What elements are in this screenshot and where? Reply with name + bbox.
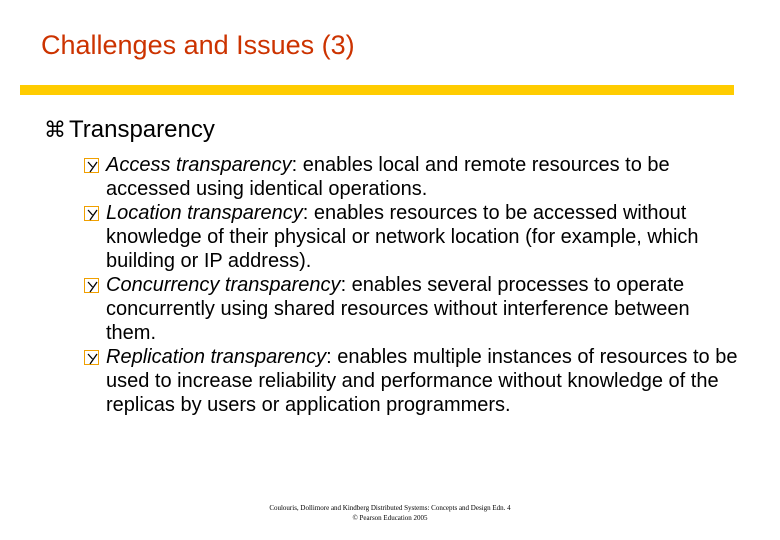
slide-title: Challenges and Issues (3)	[41, 30, 355, 60]
bullet-concurrency-transparency	[84, 273, 744, 345]
bullet-list	[84, 153, 744, 417]
checkbox-y-icon	[84, 158, 99, 173]
footer-copyright: © Pearson Education 2005	[352, 514, 428, 522]
bullet-term: Access transparency	[106, 154, 292, 176]
bullet-text: : enables multiple instances of resources to be used to increase reliability and performance without knowledge of the replicas by users or application programmers.	[106, 346, 738, 416]
command-key-icon: ⌘	[44, 117, 66, 143]
bullet-text: : enables local and remote resources to be accessed using identical operations.	[106, 154, 670, 200]
level1-bullet	[44, 116, 215, 144]
checkbox-y-icon	[84, 350, 99, 365]
bullet-text: : enables several processes to operate concurrently using shared resources without interference between them.	[106, 274, 690, 344]
bullet-term: Concurrency transparency	[106, 274, 341, 296]
checkbox-y-icon	[84, 278, 99, 293]
bullet-replication-transparency	[84, 345, 744, 417]
bullet-access-transparency	[84, 153, 744, 201]
bullet-location-transparency	[84, 201, 744, 273]
bullet-term: Replication transparency	[106, 346, 327, 368]
bullet-text: : enables resources to be accessed without knowledge of their physical or network location (for example, which building or IP address).	[106, 202, 699, 272]
level1-label: Transparency	[69, 116, 215, 143]
checkbox-y-icon	[84, 206, 99, 221]
footer-citation: Coulouris, Dollimore and Kindberg Distributed Systems: Concepts and Design Edn. 4	[269, 504, 511, 512]
bullet-term: Location transparency	[106, 202, 303, 224]
title-underline-bar	[20, 85, 734, 95]
